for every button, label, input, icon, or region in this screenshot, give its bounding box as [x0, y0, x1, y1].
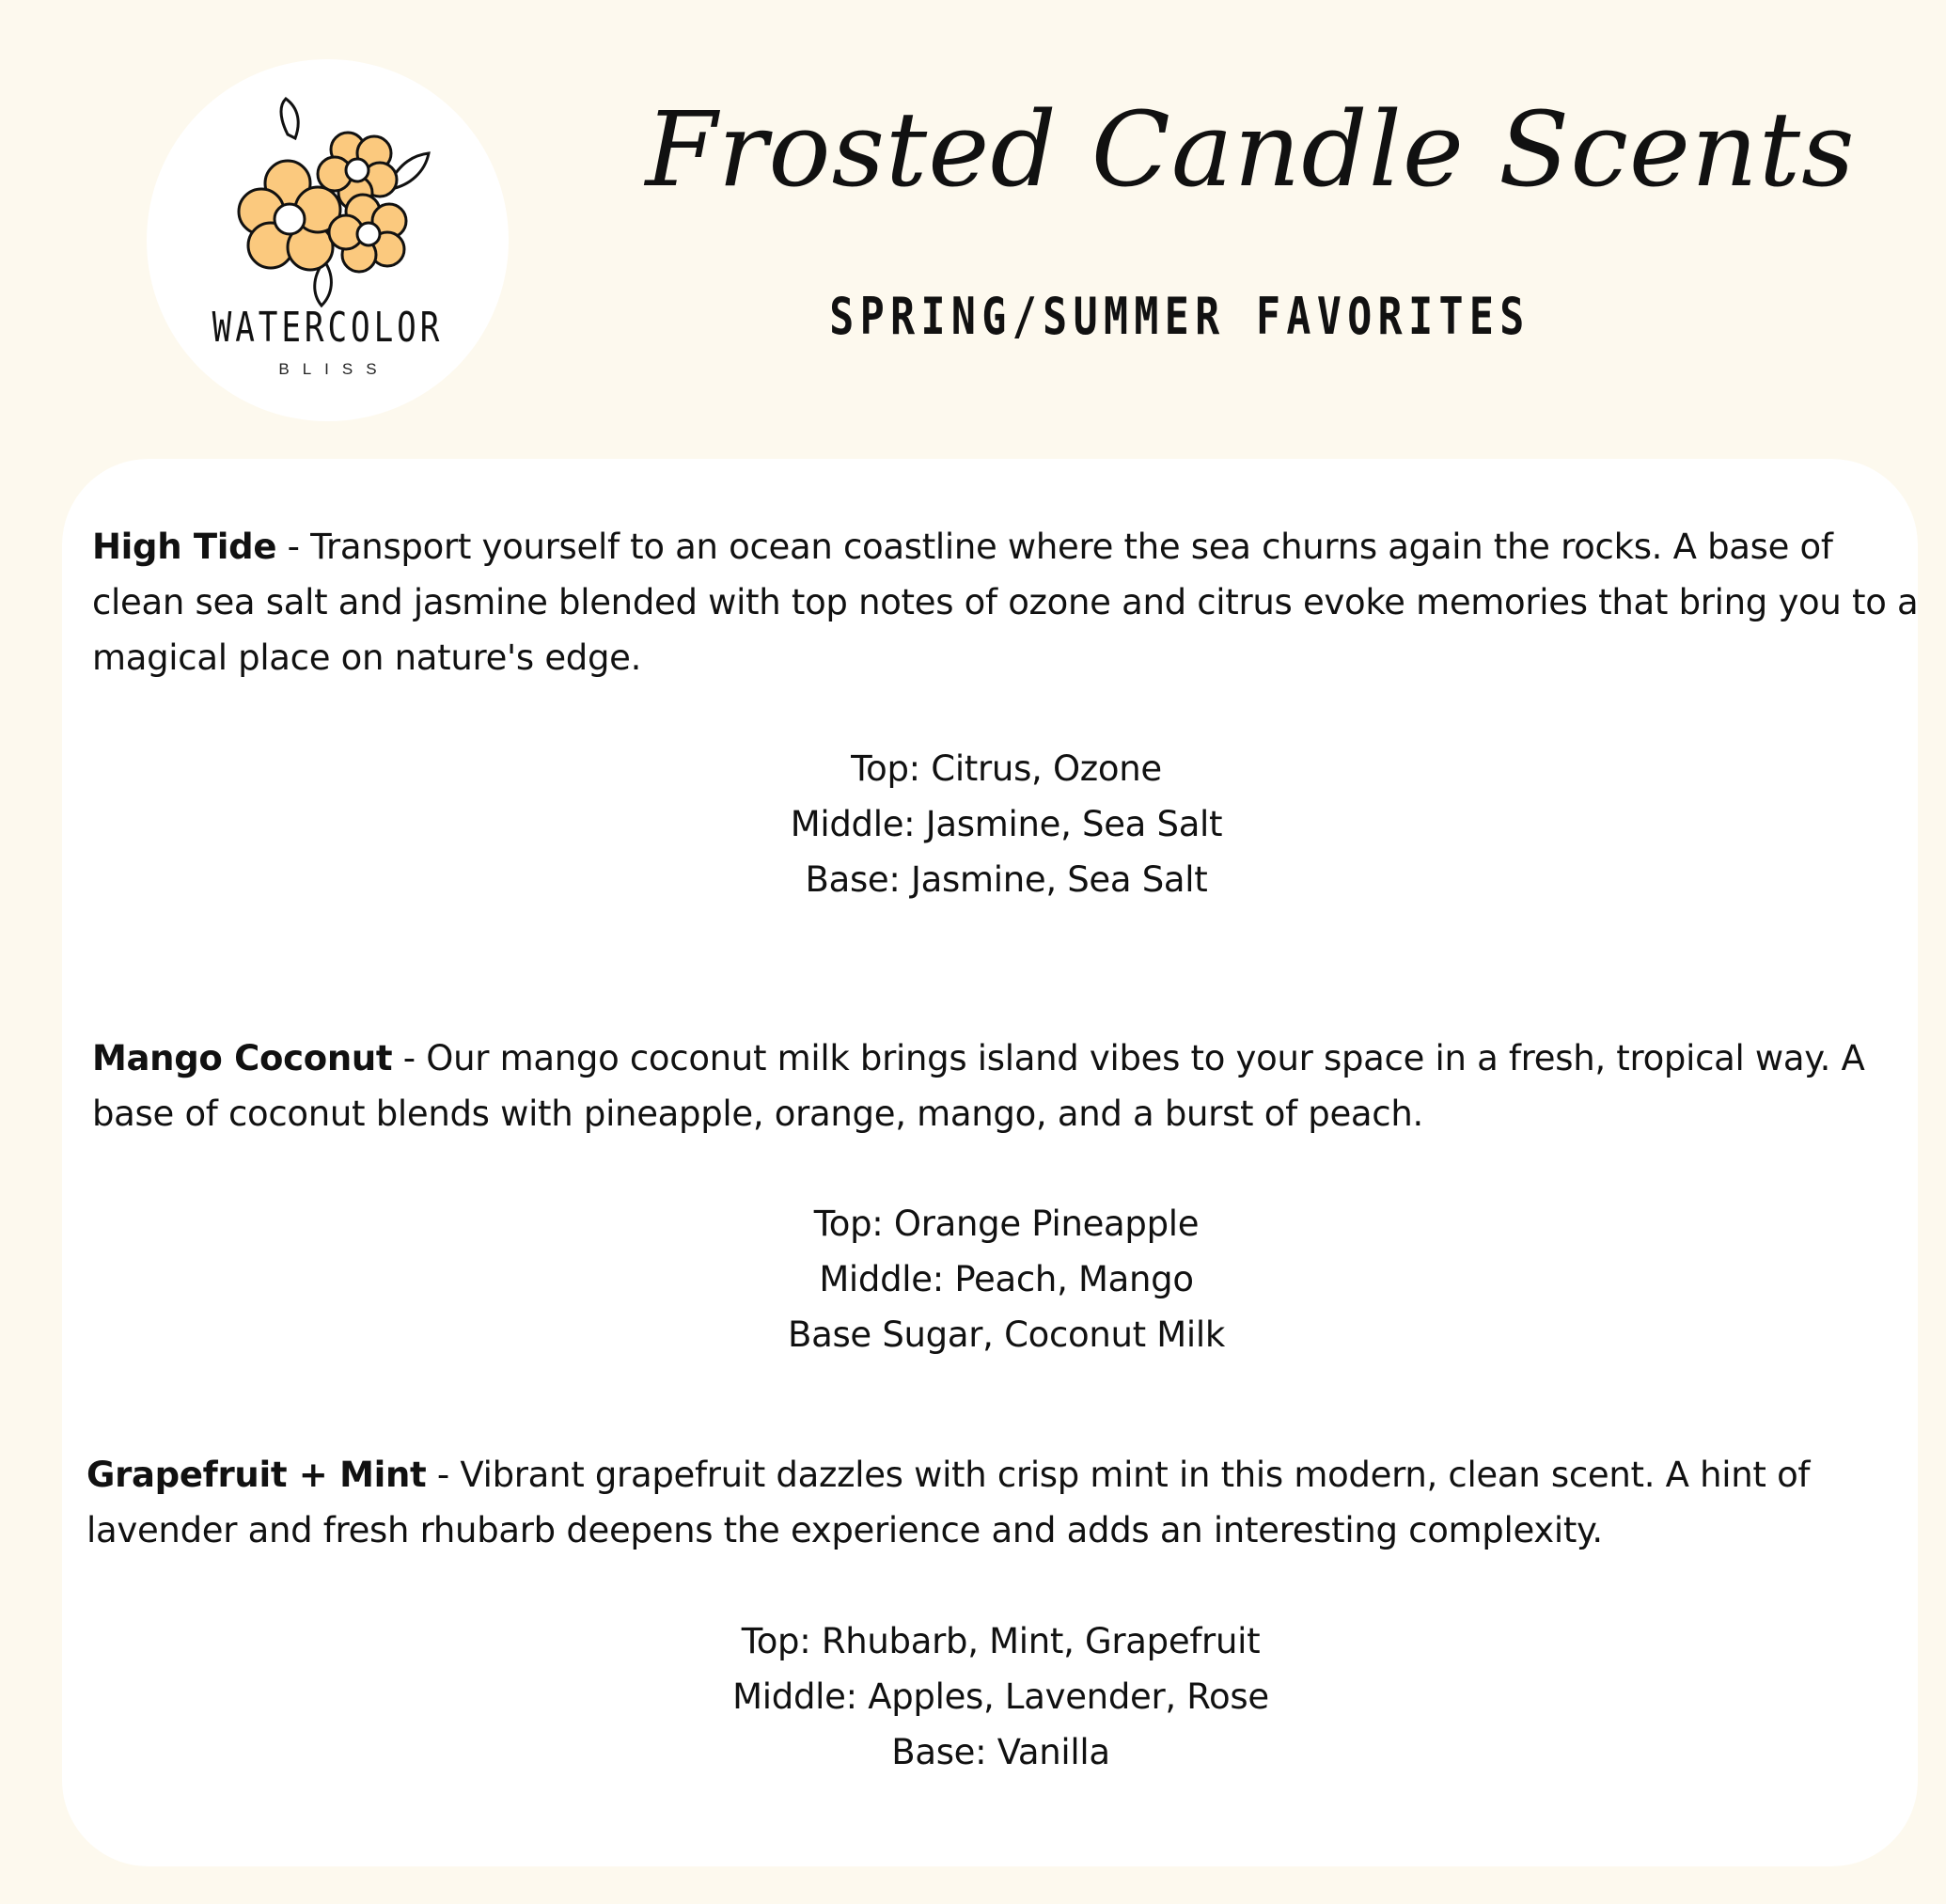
scent-notes-grapefruit-mint — [86, 1613, 1915, 1780]
scent-text: Transport yourself to an ocean coastline where the sea churns again the rocks. A base of clean sea salt and jasmine blended with top notes of ozone and citrus evoke memories that bring you to a magical place on nature's edge. — [92, 527, 1919, 678]
brand-logo — [147, 59, 509, 421]
note-middle: Middle: Jasmine, Sea Salt — [790, 804, 1223, 844]
note-top: Top: Rhubarb, Mint, Grapefruit — [741, 1621, 1261, 1661]
scent-separator: - — [276, 527, 311, 567]
scent-description-high-tide — [92, 519, 1921, 685]
note-base: Base Sugar, Coconut Milk — [787, 1314, 1226, 1355]
page-subtitle: SPRING/SUMMER FAVORITES — [829, 287, 1530, 346]
scent-notes-high-tide — [92, 741, 1921, 907]
scent-name: High Tide — [92, 527, 277, 567]
scent-separator: - — [426, 1455, 461, 1495]
scent-notes-mango-coconut — [92, 1196, 1921, 1362]
flower-bouquet-icon — [222, 97, 438, 323]
note-middle: Middle: Apples, Lavender, Rose — [732, 1676, 1269, 1717]
note-middle: Middle: Peach, Mango — [819, 1259, 1194, 1299]
brand-name: WATERCOLOR — [212, 304, 444, 352]
page-title: Frosted Candle Scents — [645, 89, 1856, 210]
note-top: Top: Orange Pineapple — [813, 1204, 1200, 1244]
note-base: Base: Jasmine, Sea Salt — [805, 859, 1208, 900]
scent-separator: - — [392, 1038, 427, 1078]
scent-text: Vibrant grapefruit dazzles with crisp mint in this modern, clean scent. A hint of lavender and fresh rhubarb deepens the experience and adds an interesting complexity. — [86, 1455, 1811, 1550]
scent-description-grapefruit-mint — [86, 1447, 1891, 1558]
scent-description-mango-coconut — [92, 1031, 1921, 1141]
brand-subname: BLISS — [278, 360, 390, 378]
scent-name: Grapefruit + Mint — [86, 1455, 427, 1495]
scent-name: Mango Coconut — [92, 1038, 393, 1078]
scent-text: Our mango coconut milk brings island vibes to your space in a fresh, tropical way. A base of coconut blends with pineapple, orange, mango, and a burst of peach. — [92, 1038, 1865, 1134]
note-base: Base: Vanilla — [891, 1732, 1110, 1772]
note-top: Top: Citrus, Ozone — [851, 748, 1162, 789]
